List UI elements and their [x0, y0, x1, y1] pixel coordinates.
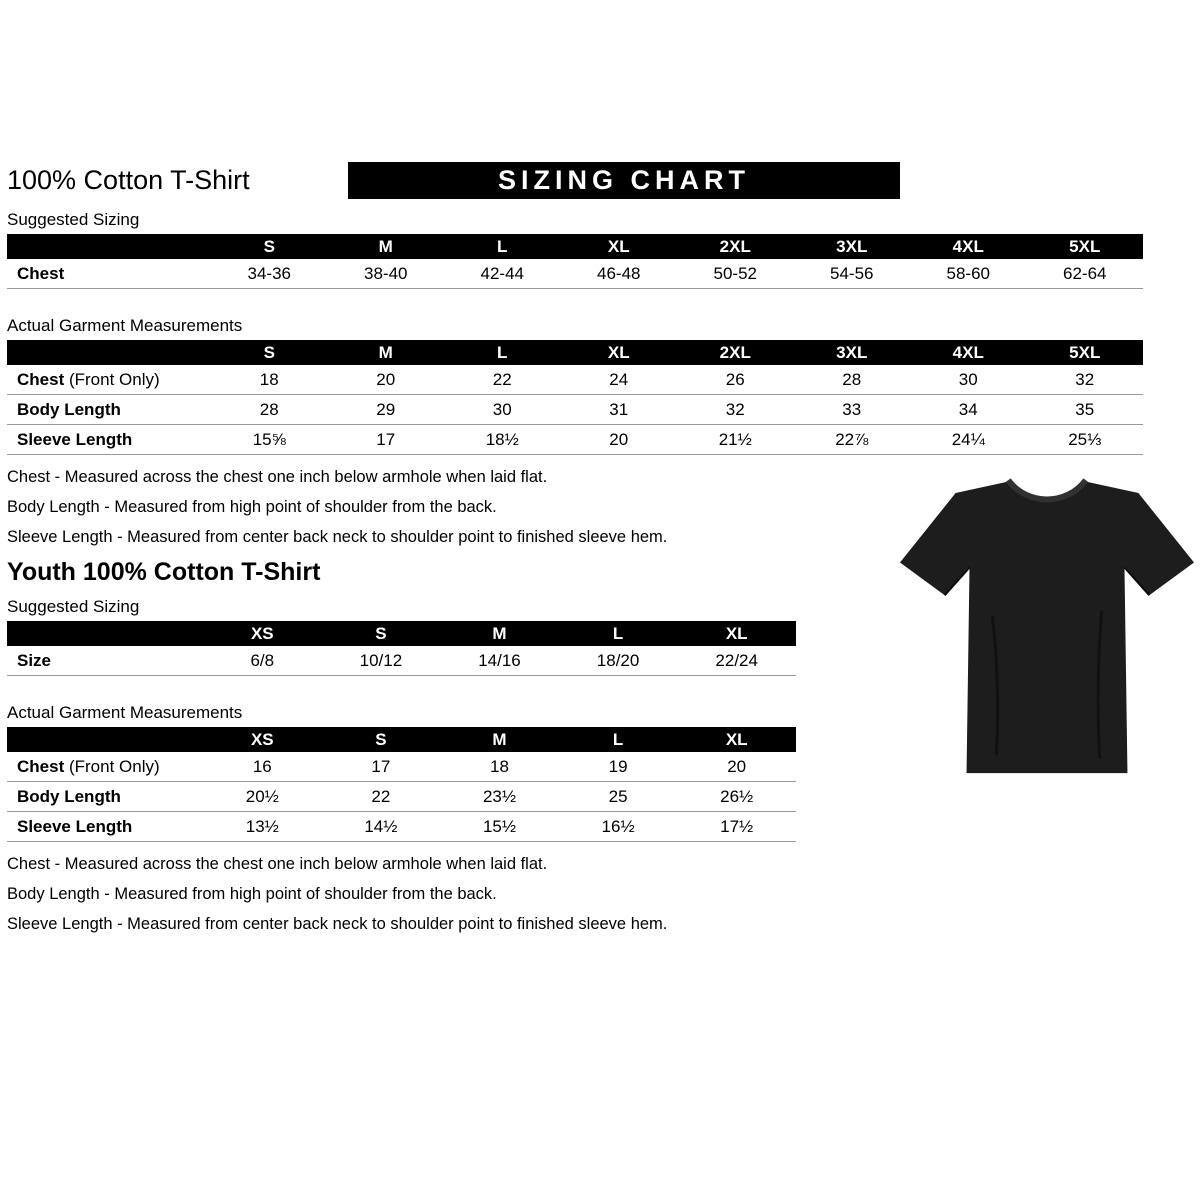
measurement-cell: 19 [559, 752, 678, 782]
measurement-cell: 14/16 [440, 646, 559, 676]
table-row-sleeve-length [7, 425, 1143, 455]
size-col-header: L [559, 727, 678, 752]
measurement-cell: 17 [328, 425, 445, 455]
row-label-main: Body Length [17, 786, 121, 806]
row-label [7, 365, 211, 395]
measurement-cell: 42-44 [444, 259, 561, 289]
measurement-cell: 17½ [677, 812, 796, 842]
black-tshirt-image [898, 466, 1196, 816]
measurement-cell: 23½ [440, 782, 559, 812]
measurement-cell: 22 [444, 365, 561, 395]
table-row-body-length [7, 782, 796, 812]
adult-title: 100% Cotton T-Shirt [7, 164, 250, 195]
table-row-body-length [7, 395, 1143, 425]
row-label [7, 395, 211, 425]
measurement-cell: 31 [561, 395, 678, 425]
sizing-chart-banner: SIZING CHART [348, 162, 900, 199]
measurement-cell: 24 [561, 365, 678, 395]
size-col-header: XL [677, 727, 796, 752]
measurement-cell: 35 [1027, 395, 1144, 425]
size-col-header: 2XL [677, 234, 794, 259]
measurement-cell: 58-60 [910, 259, 1027, 289]
note-chest: Chest - Measured across the chest one inch below armhole when laid flat. [7, 855, 548, 873]
measurement-cell: 10/12 [322, 646, 441, 676]
measurement-cell: 20½ [203, 782, 322, 812]
youth-suggested-label: Suggested Sizing [7, 597, 140, 616]
size-col-header: XL [561, 234, 678, 259]
header-spacer [7, 340, 211, 365]
size-col-header: XL [561, 340, 678, 365]
measurement-cell: 33 [794, 395, 911, 425]
measurement-cell: 22 [322, 782, 441, 812]
tshirt-icon [898, 466, 1196, 816]
measurement-cell: 46-48 [561, 259, 678, 289]
measurement-cell: 32 [1027, 365, 1144, 395]
measurement-cell: 16½ [559, 812, 678, 842]
measurement-cell: 54-56 [794, 259, 911, 289]
size-col-header: L [559, 621, 678, 646]
adult-actual-table [7, 340, 1143, 455]
row-label-main: Chest [17, 756, 65, 776]
row-label [7, 782, 203, 812]
measurement-cell: 25⅓ [1027, 425, 1144, 455]
note-body-length: Body Length - Measured from high point of shoulder from the back. [7, 885, 497, 903]
measurement-cell: 6/8 [203, 646, 322, 676]
measurement-cell: 50-52 [677, 259, 794, 289]
row-label-main: Sleeve Length [17, 816, 133, 836]
row-label: Chest [7, 259, 211, 289]
table-header-row [7, 727, 796, 752]
measurement-cell: 32 [677, 395, 794, 425]
youth-suggested-table [7, 621, 796, 676]
adult-suggested-label: Suggested Sizing [7, 210, 140, 229]
measurement-cell: 26½ [677, 782, 796, 812]
measurement-cell: 29 [328, 395, 445, 425]
size-col-header: L [444, 340, 561, 365]
size-col-header: S [322, 621, 441, 646]
measurement-cell: 22/24 [677, 646, 796, 676]
note-sleeve-length: Sleeve Length - Measured from center back neck to shoulder point to finished sleeve hem. [7, 915, 668, 933]
table-row-chest [7, 259, 1143, 289]
row-label [7, 812, 203, 842]
measurement-cell: 28 [794, 365, 911, 395]
size-col-header: S [211, 234, 328, 259]
row-label-suffix: (Front Only) [64, 756, 160, 776]
size-col-header: 4XL [910, 234, 1027, 259]
youth-actual-table [7, 727, 796, 842]
measurement-cell: 30 [910, 365, 1027, 395]
table-header-row [7, 234, 1143, 259]
table-row-sleeve-length [7, 812, 796, 842]
header-spacer [7, 727, 203, 752]
adult-suggested-table [7, 234, 1143, 289]
size-col-header: XS [203, 727, 322, 752]
note-sleeve-length: Sleeve Length - Measured from center back neck to shoulder point to finished sleeve hem. [7, 528, 668, 546]
measurement-cell: 20 [328, 365, 445, 395]
measurement-cell: 34-36 [211, 259, 328, 289]
measurement-cell: 34 [910, 395, 1027, 425]
measurement-cell: 13½ [203, 812, 322, 842]
size-col-header: L [444, 234, 561, 259]
row-label-main: Body Length [17, 399, 121, 419]
measurement-cell: 16 [203, 752, 322, 782]
row-label [7, 752, 203, 782]
size-col-header: 5XL [1027, 340, 1144, 365]
measurement-cell: 18 [440, 752, 559, 782]
size-col-header: 2XL [677, 340, 794, 365]
size-col-header: XS [203, 621, 322, 646]
measurement-cell: 20 [561, 425, 678, 455]
size-col-header: 4XL [910, 340, 1027, 365]
row-label-suffix: (Front Only) [64, 369, 160, 389]
measurement-cell: 15⅝ [211, 425, 328, 455]
youth-actual-label: Actual Garment Measurements [7, 703, 243, 722]
measurement-cell: 30 [444, 395, 561, 425]
measurement-cell: 38-40 [328, 259, 445, 289]
size-col-header: 5XL [1027, 234, 1144, 259]
measurement-cell: 17 [322, 752, 441, 782]
row-label [7, 425, 211, 455]
measurement-cell: 18 [211, 365, 328, 395]
size-col-header: S [322, 727, 441, 752]
header-spacer [7, 621, 203, 646]
size-col-header: M [440, 621, 559, 646]
row-label: Size [7, 646, 203, 676]
table-header-row [7, 621, 796, 646]
header-spacer [7, 234, 211, 259]
measurement-cell: 25 [559, 782, 678, 812]
size-col-header: M [328, 234, 445, 259]
table-row-size [7, 646, 796, 676]
measurement-cell: 24¼ [910, 425, 1027, 455]
row-label-main: Chest [17, 369, 65, 389]
size-col-header: XL [677, 621, 796, 646]
measurement-cell: 18½ [444, 425, 561, 455]
adult-header-row [7, 160, 1143, 200]
measurement-cell: 62-64 [1027, 259, 1144, 289]
size-col-header: M [440, 727, 559, 752]
measurement-cell: 15½ [440, 812, 559, 842]
size-col-header: M [328, 340, 445, 365]
adult-actual-label: Actual Garment Measurements [7, 316, 243, 335]
size-col-header: S [211, 340, 328, 365]
note-body-length: Body Length - Measured from high point of shoulder from the back. [7, 498, 497, 516]
measurement-cell: 14½ [322, 812, 441, 842]
size-col-header: 3XL [794, 340, 911, 365]
measurement-cell: 28 [211, 395, 328, 425]
youth-notes [7, 855, 1143, 934]
youth-title: Youth 100% Cotton T-Shirt [7, 558, 321, 586]
measurement-cell: 18/20 [559, 646, 678, 676]
row-label-main: Sleeve Length [17, 429, 133, 449]
table-row-chest [7, 365, 1143, 395]
measurement-cell: 21½ [677, 425, 794, 455]
measurement-cell: 26 [677, 365, 794, 395]
measurement-cell: 20 [677, 752, 796, 782]
table-row-chest [7, 752, 796, 782]
table-header-row [7, 340, 1143, 365]
note-chest: Chest - Measured across the chest one inch below armhole when laid flat. [7, 468, 548, 486]
size-col-header: 3XL [794, 234, 911, 259]
measurement-cell: 22⅞ [794, 425, 911, 455]
